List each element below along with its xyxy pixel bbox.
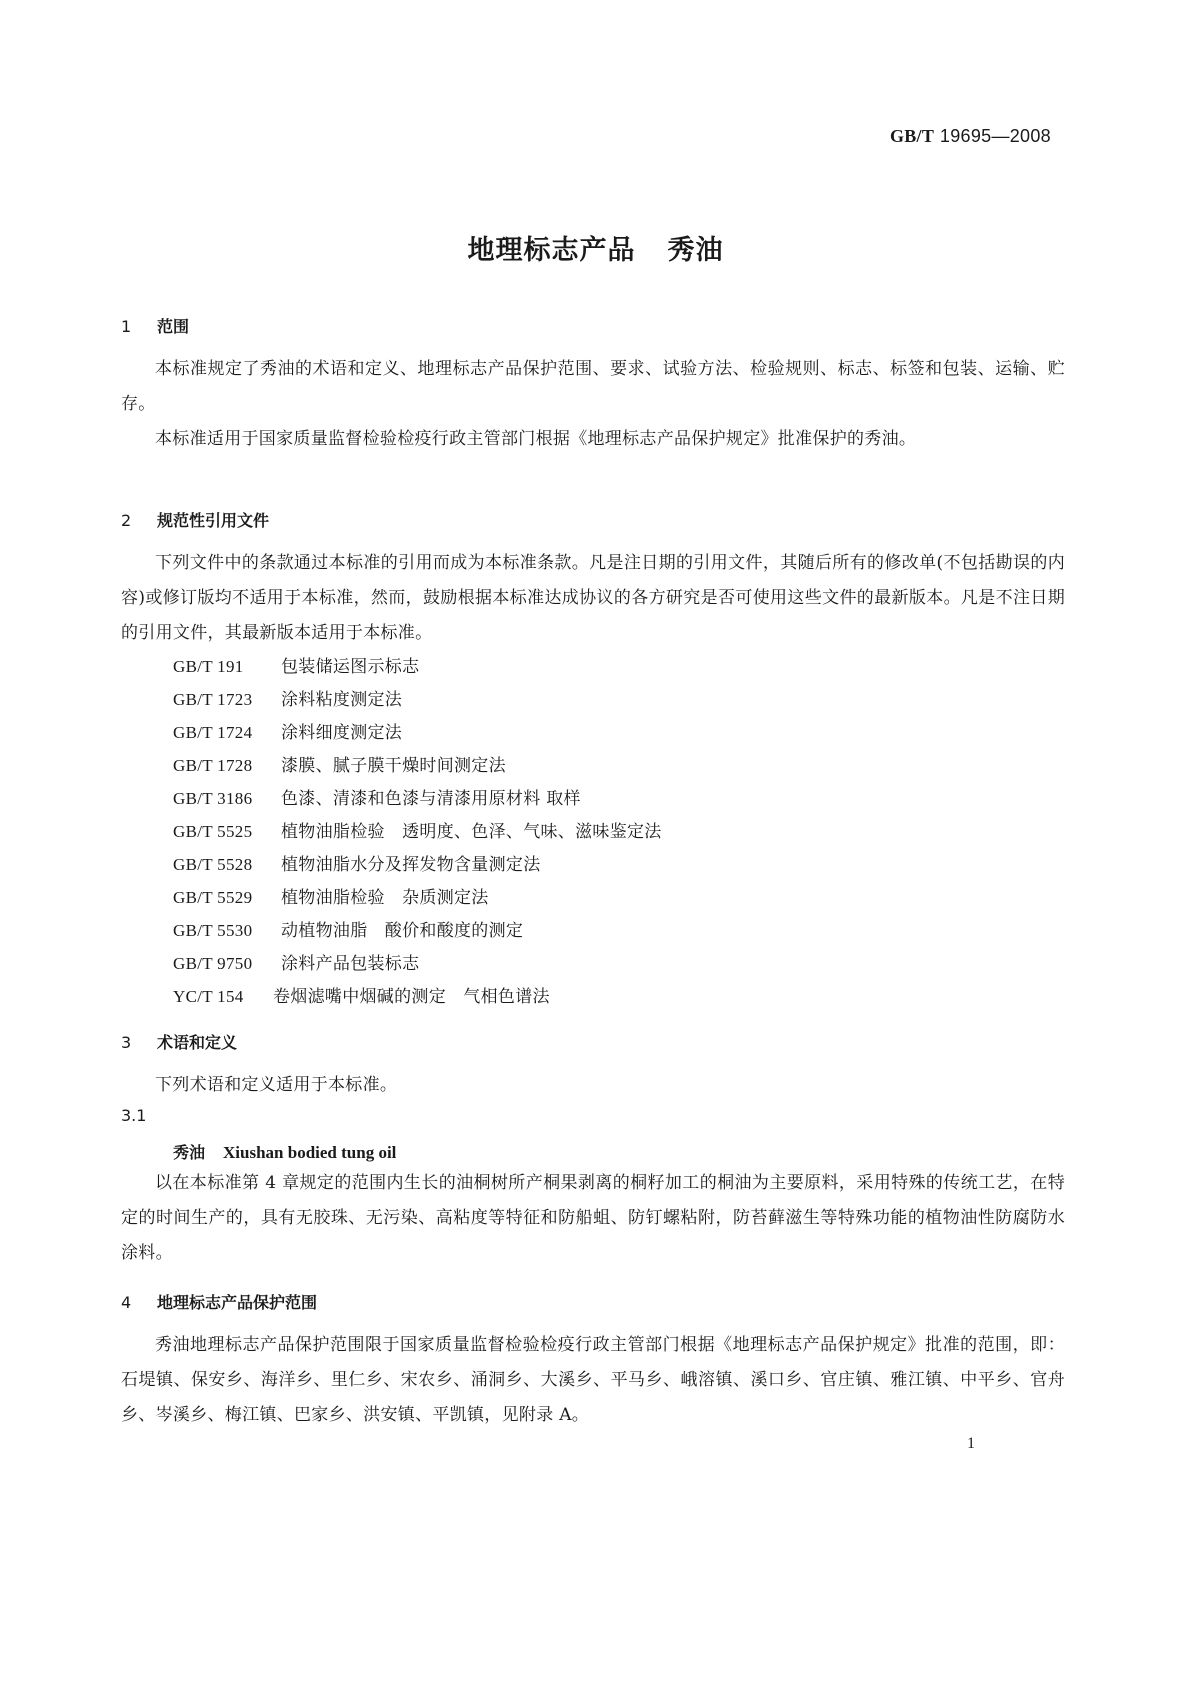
section-number: 3 bbox=[121, 1033, 132, 1052]
reference-title: 涂料产品包装标志 bbox=[281, 954, 420, 974]
reference-code: GB/T 1723 bbox=[173, 690, 253, 709]
page-title bbox=[0, 228, 1191, 267]
reference-title: 包装储运图示标志 bbox=[281, 657, 420, 677]
reference-code: GB/T 5525 bbox=[173, 822, 253, 841]
reference-code: GB/T 1728 bbox=[173, 756, 253, 775]
reference-code: GB/T 5528 bbox=[173, 855, 253, 874]
section-3-intro: 下列术语和定义适用于本标准。 bbox=[155, 1075, 398, 1095]
reference-code: YC/T 154 bbox=[173, 987, 244, 1006]
title-main: 地理标志产品 bbox=[467, 235, 636, 266]
reference-item bbox=[173, 784, 581, 809]
reference-code: GB/T 9750 bbox=[173, 954, 253, 973]
section-number: 2 bbox=[121, 511, 132, 530]
reference-title: 涂料粘度测定法 bbox=[281, 690, 403, 710]
reference-title: 动植物油脂 酸价和酸度的测定 bbox=[281, 921, 524, 941]
term-heading bbox=[173, 1140, 396, 1163]
section-2-heading bbox=[121, 508, 269, 531]
reference-code: GB/T 191 bbox=[173, 657, 244, 676]
reference-code: GB/T 3186 bbox=[173, 789, 253, 808]
section-number: 1 bbox=[121, 317, 132, 336]
term-english: Xiushan bodied tung oil bbox=[223, 1143, 397, 1162]
reference-item bbox=[173, 685, 402, 710]
section-1-heading bbox=[121, 314, 189, 337]
reference-title: 漆膜、腻子膜干燥时间测定法 bbox=[281, 756, 506, 776]
section-title: 术语和定义 bbox=[157, 1033, 238, 1052]
reference-title: 植物油脂水分及挥发物含量测定法 bbox=[281, 855, 541, 875]
section-title: 地理标志产品保护范围 bbox=[157, 1293, 318, 1312]
section-title: 规范性引用文件 bbox=[157, 511, 270, 530]
section-4-heading bbox=[121, 1290, 317, 1313]
section-1-paragraph-2: 本标准适用于国家质量监督检验检疫行政主管部门根据《地理标志产品保护规定》批准保护的秀油。 bbox=[155, 429, 917, 449]
reference-item bbox=[173, 883, 489, 908]
section-2-intro: 下列文件中的条款通过本标准的引用而成为本标准条款。凡是注日期的引用文件，其随后所有的修改单(不包括勘误的内容)或修订版均不适用于本标准，然而，鼓励根据本标准达成协议的各方研究是否可使用这些文件的最新版本。凡是不注日期的引用文件，其最新版本适用于本标准。 bbox=[121, 553, 1065, 643]
term-definition: 以在本标准第 4 章规定的范围内生长的油桐树所产桐果剥离的桐籽加工的桐油为主要原料，采用特殊的传统工艺，在特定的时间生产的，具有无胶珠、无污染、高粘度等特征和防船蛆、防钉螺粘附，防苔藓滋生等特殊功能的植物油性防腐防水涂料。 bbox=[121, 1173, 1065, 1263]
reference-title: 植物油脂检验 透明度、色泽、气味、滋味鉴定法 bbox=[281, 822, 662, 842]
section-number: 4 bbox=[121, 1293, 132, 1312]
standard-code bbox=[890, 126, 1051, 147]
reference-item bbox=[173, 751, 506, 776]
page-number: 1 bbox=[967, 1435, 975, 1452]
reference-item bbox=[173, 718, 402, 743]
reference-item bbox=[173, 652, 419, 677]
reference-title: 卷烟滤嘴中烟碱的测定 气相色谱法 bbox=[273, 987, 550, 1007]
term-chinese: 秀油 bbox=[173, 1143, 206, 1162]
reference-item bbox=[173, 850, 541, 875]
title-sub: 秀油 bbox=[667, 235, 724, 266]
reference-item bbox=[173, 982, 550, 1007]
reference-code: GB/T 5529 bbox=[173, 888, 253, 907]
section-title: 范围 bbox=[157, 317, 190, 336]
reference-item bbox=[173, 949, 419, 974]
reference-title: 涂料细度测定法 bbox=[281, 723, 403, 743]
section-1-paragraph-1: 本标准规定了秀油的术语和定义、地理标志产品保护范围、要求、试验方法、检验规则、标志、标签和包装、运输、贮存。 bbox=[121, 359, 1065, 414]
reference-item bbox=[173, 916, 523, 941]
reference-title: 植物油脂检验 杂质测定法 bbox=[281, 888, 489, 908]
reference-title: 色漆、清漆和色漆与清漆用原材料 取样 bbox=[281, 789, 581, 809]
section-4-paragraph: 秀油地理标志产品保护范围限于国家质量监督检验检疫行政主管部门根据《地理标志产品保护规定》批准的范围，即：石堤镇、保安乡、海洋乡、里仁乡、宋农乡、涌洞乡、大溪乡、平马乡、峨溶镇、溪口乡、官庄镇、雅江镇、中平乡、官舟乡、岑溪乡、梅江镇、巴家乡、洪安镇、平凯镇，见附录 A。 bbox=[121, 1335, 1065, 1425]
term-number: 3.1 bbox=[121, 1106, 147, 1125]
standard-prefix: GB/T bbox=[889, 126, 935, 146]
reference-code: GB/T 1724 bbox=[173, 723, 253, 742]
standard-number: 19695—2008 bbox=[939, 126, 1051, 146]
reference-code: GB/T 5530 bbox=[173, 921, 253, 940]
section-3-heading bbox=[121, 1030, 237, 1053]
reference-item bbox=[173, 817, 662, 842]
